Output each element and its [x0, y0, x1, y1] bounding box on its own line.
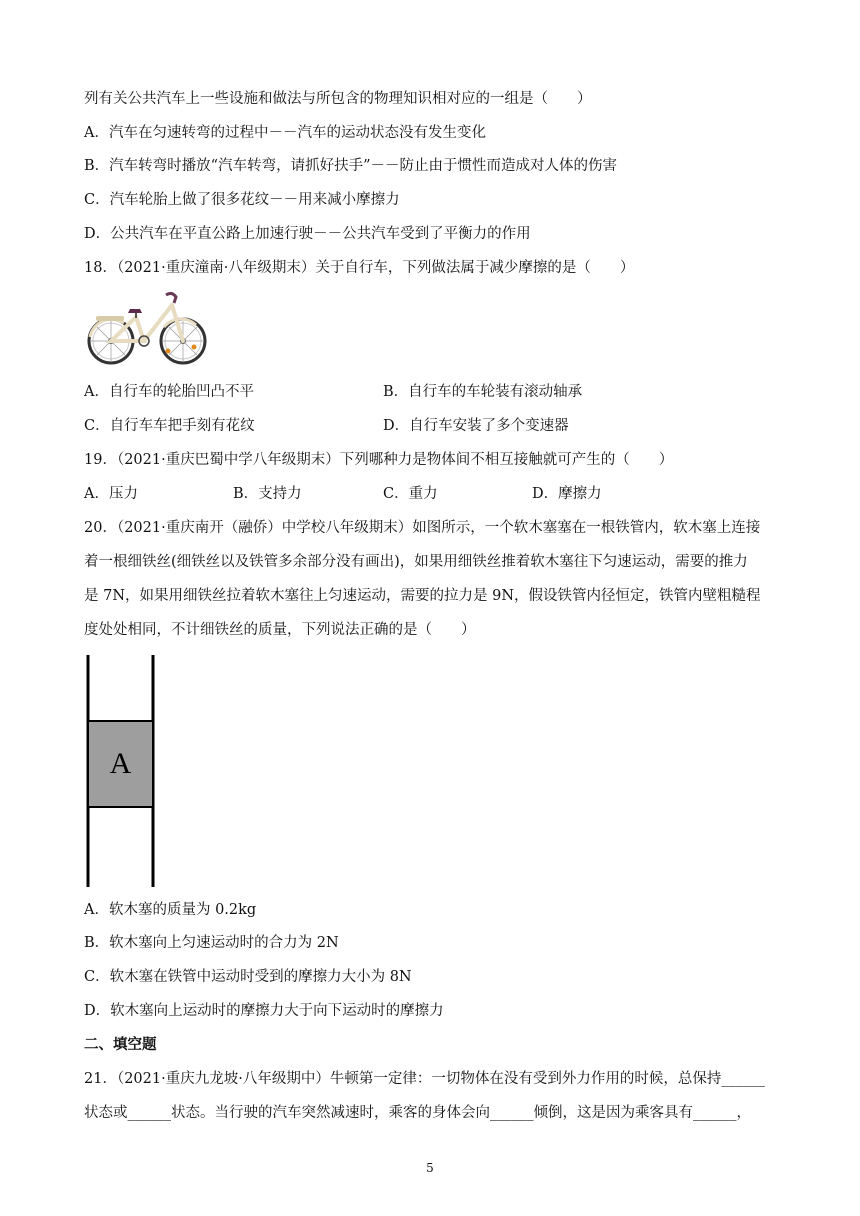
bicycle-rack — [96, 316, 124, 321]
q20-option-c: C．软木塞在铁管中运动时受到的摩擦力大小为 8N — [84, 969, 412, 985]
q21-stem-line-1: 21．（2021·重庆九龙坡·八年级期中）牛顿第一定律：一切物体在没有受到外力作用的时候，总保持______ — [84, 1071, 765, 1087]
q20-stem-line-3: 是 7N，如果用细铁丝拉着软木塞往上匀速运动，需要的拉力是 9N，假设铁管内径恒定，铁管内壁粗糙程 — [84, 588, 761, 604]
q20-stem-line-4: 度处处相同，不计细铁丝的质量，下列说法正确的是（ ） — [84, 622, 476, 638]
iron-pipe-figure — [84, 655, 158, 887]
q19-option-a: A．压力 — [84, 486, 138, 502]
q19-stem: 19．（2021·重庆巴蜀中学八年级期末）下列哪种力是物体间不相互接触就可产生的（ ） — [84, 452, 674, 468]
bicycle-handlebar — [166, 293, 176, 303]
section-title: 二、填空题 — [84, 1037, 157, 1053]
q21-stem-line-2: 状态或______状态。当行驶的汽车突然减速时，乘客的身体会向______倾倒，这是因为乘客具有______， — [84, 1105, 751, 1121]
q19-option-d: D．摩擦力 — [532, 486, 602, 502]
q18-stem: 18．（2021·重庆潼南·八年级期末）关于自行车，下列做法属于减少摩擦的是（ ） — [84, 260, 635, 276]
q19-option-b: B．支持力 — [233, 486, 302, 502]
q17-option-d: D．公共汽车在平直公路上加速行驶－－公共汽车受到了平衡力的作用 — [84, 226, 531, 242]
q17-option-b: B．汽车转弯时播放“汽车转弯，请抓好扶手”－－防止由于惯性而造成对人体的伤害 — [84, 158, 617, 174]
bicycle-seat — [128, 309, 142, 313]
page-number: 5 — [426, 1161, 434, 1175]
q17-option-c: C．汽车轮胎上做了很多花纹－－用来减小摩擦力 — [84, 192, 400, 208]
bicycle-figure — [84, 287, 208, 367]
q20-option-a: A．软木塞的质量为 0.2kg — [84, 902, 257, 918]
q20-option-d: D．软木塞向上运动时的摩擦力大于向下运动时的摩擦力 — [84, 1003, 444, 1019]
cork-label: A — [109, 747, 132, 780]
q17-option-a: A．汽车在匀速转弯的过程中－－汽车的运动状态没有发生变化 — [84, 125, 486, 141]
q20-stem-line-2: 着一根细铁丝(细铁丝以及铁管多余部分没有画出)，如果用细铁丝推着软木塞往下匀速运动，需要的推力 — [84, 554, 748, 570]
q17-stem: 列有关公共汽车上一些设施和做法与所包含的物理知识相对应的一组是（ ） — [84, 91, 592, 107]
q19-option-c: C．重力 — [383, 486, 438, 502]
q18-option-b: B．自行车的车轮装有滚动轴承 — [383, 384, 583, 400]
q18-option-c: C．自行车车把手刻有花纹 — [84, 418, 255, 434]
q20-stem-line-1: 20．（2021·重庆南开（融侨）中学校八年级期末）如图所示，一个软木塞塞在一根铁管内，软木塞上连接 — [84, 520, 761, 536]
q20-option-b: B．软木塞向上匀速运动时的合力为 2N — [84, 935, 339, 951]
q18-option-a: A．自行车的轮胎凹凸不平 — [84, 384, 254, 400]
q18-option-d: D．自行车安装了多个变速器 — [383, 418, 569, 434]
